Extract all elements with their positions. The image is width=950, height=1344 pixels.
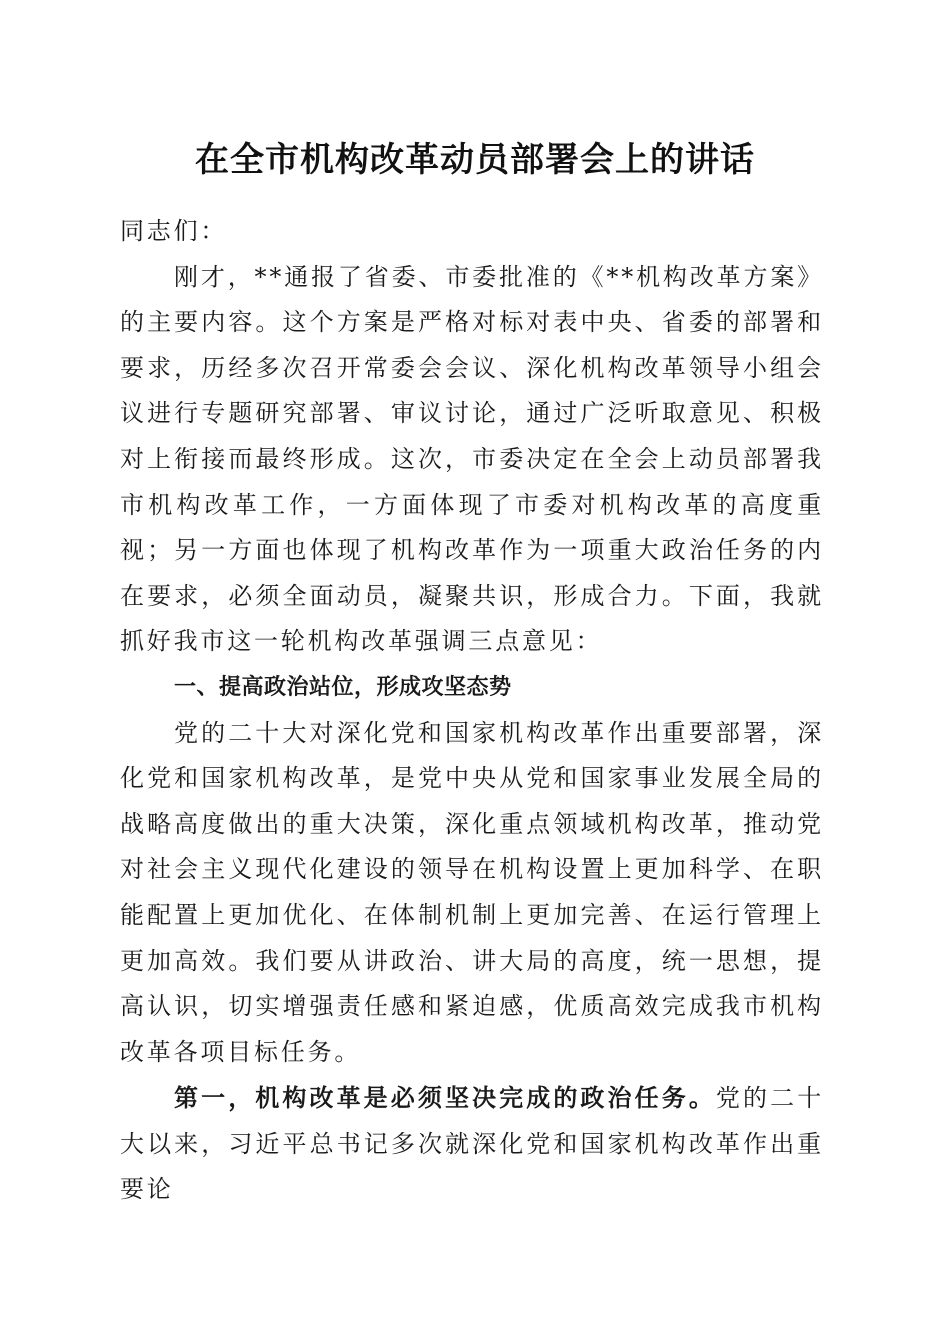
paragraph-section-1: 党的二十大对深化党和国家机构改革作出重要部署，深化党和国家机构改革，是党中央从党和国家事业发展全局的战略高度做出的重大决策，深化重点领域机构改革，推动党对社会主义现代化建设的领导在机构设置上更加科学、在职能配置上更加优化、在体制机制上更加完善、在运行管理上更加高效。我们要从讲政治、讲大局的高度，统一思想，提高认识，切实增强责任感和紧迫感，优质高效完成我市机构改革各项目标任务。 (120, 718, 824, 1066)
paragraph-intro: 刚才，**通报了省委、市委批准的《**机构改革方案》的主要内容。这个方案是严格对标对表中央、省委的部署和要求，历经多次召开常委会会议、深化机构改革领导小组会议进行专题研究部署、审议讨论，通过广泛听取意见、积极对上衔接而最终形成。这次，市委决定在全会上动员部署我市机构改革工作，一方面体现了市委对机构改革的高度重视；另一方面也体现了机构改革作为一项重大政治任务的内在要求，必须全面动员，凝聚共识，形成合力。下面，我就抓好我市这一轮机构改革强调三点意见： (120, 262, 824, 656)
point-1-text: 党的二十大以来，习近平总书记多次就深化党和国家机构改革作出重要论 (120, 1084, 825, 1204)
point-1-lead: 第一，机构改革是必须坚决完成的政治任务。 (174, 1083, 716, 1113)
paragraph-point-1 (120, 1075, 824, 1213)
document-title: 在全市机构改革动员部署会上的讲话 (195, 140, 755, 180)
salutation: 同志们： (120, 217, 228, 245)
document-body (120, 209, 824, 1213)
section-heading-1: 一、提高政治站位，形成攻坚态势 (174, 674, 512, 700)
